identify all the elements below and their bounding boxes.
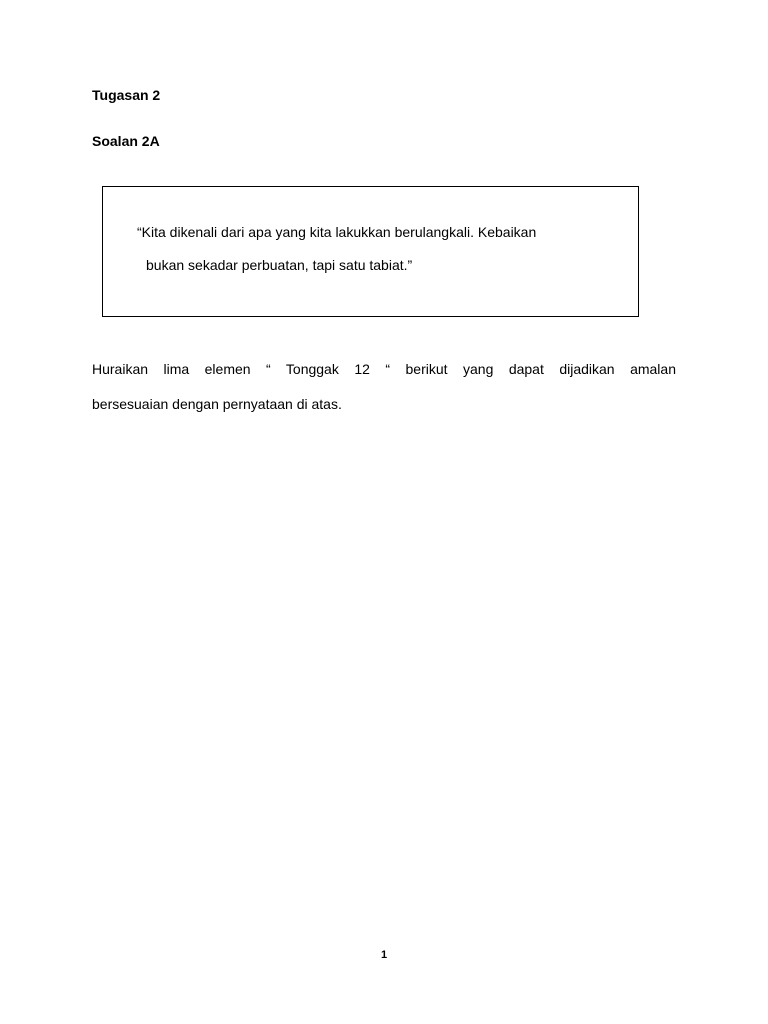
quote-box <box>102 186 639 317</box>
instruction-line-2: bersesuaian dengan pernyataan di atas. <box>92 396 342 412</box>
page-number: 1 <box>380 949 388 961</box>
quote-line-1: “Kita dikenali dari apa yang kita lakukkan berulangkali. Kebaikan <box>137 224 537 240</box>
quote-line-2: bukan sekadar perbuatan, tapi satu tabiat.” <box>146 257 413 273</box>
question-heading: Soalan 2A <box>92 133 160 149</box>
document-title: Tugasan 2 <box>92 87 161 103</box>
instruction-line-1: Huraikan lima elemen “ Tonggak 12 “ berikut yang dapat dijadikan amalan <box>92 361 676 377</box>
